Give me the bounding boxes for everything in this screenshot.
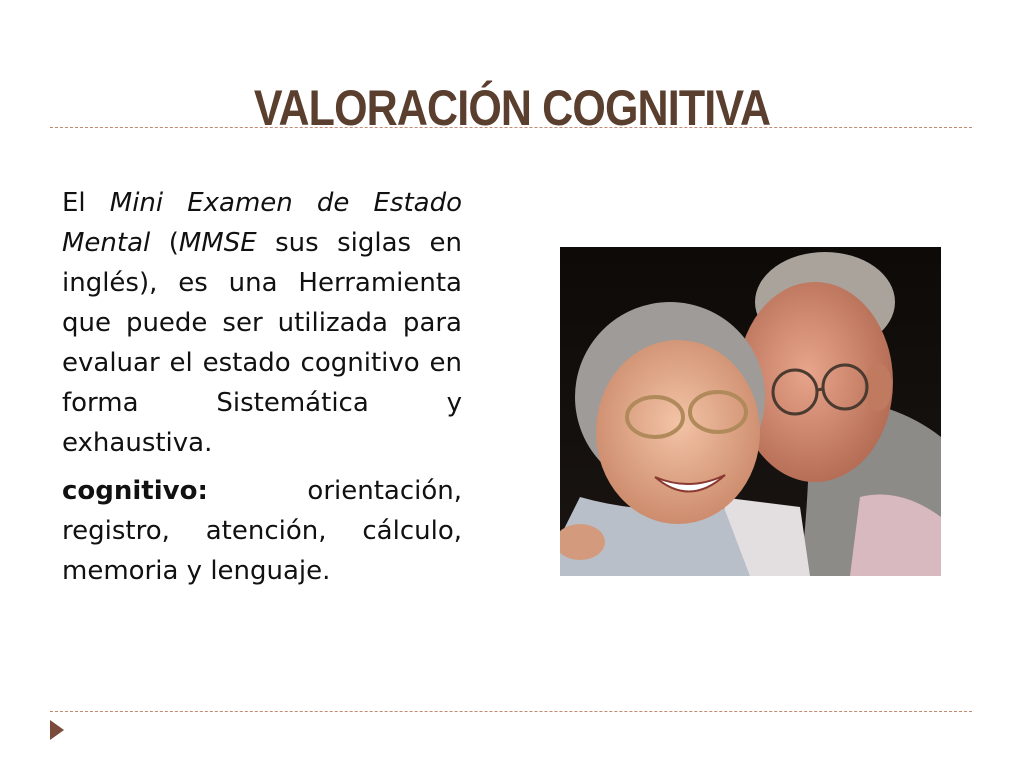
- slide-title: VALORACIÓN COGNITIVA: [253, 80, 771, 136]
- para2-text: orientación, registro, atención, cálculo, memoria y lenguaje.: [62, 476, 462, 586]
- title-divider: [50, 127, 972, 128]
- para2-label: cognitivo:: [62, 476, 208, 506]
- para1-mmse-abbr: MMSE: [178, 228, 257, 258]
- para1-paren: (: [168, 228, 179, 258]
- para1-mmse-name: Mini Examen de Estado Mental: [62, 188, 462, 258]
- footer-divider: [50, 711, 972, 712]
- paragraph-cognitive: [62, 471, 462, 591]
- para1-rest: sus siglas en inglés), es una Herramienta que puede ser utilizada para evaluar el estado cognitivo en forma Sistemática y exhaustiva.: [62, 228, 462, 458]
- next-slide-arrow-icon[interactable]: [50, 720, 64, 740]
- elderly-couple-photo: [560, 247, 941, 576]
- body-text: [62, 183, 462, 599]
- paragraph-definition: [62, 183, 462, 463]
- para1-word-el: El: [62, 188, 86, 218]
